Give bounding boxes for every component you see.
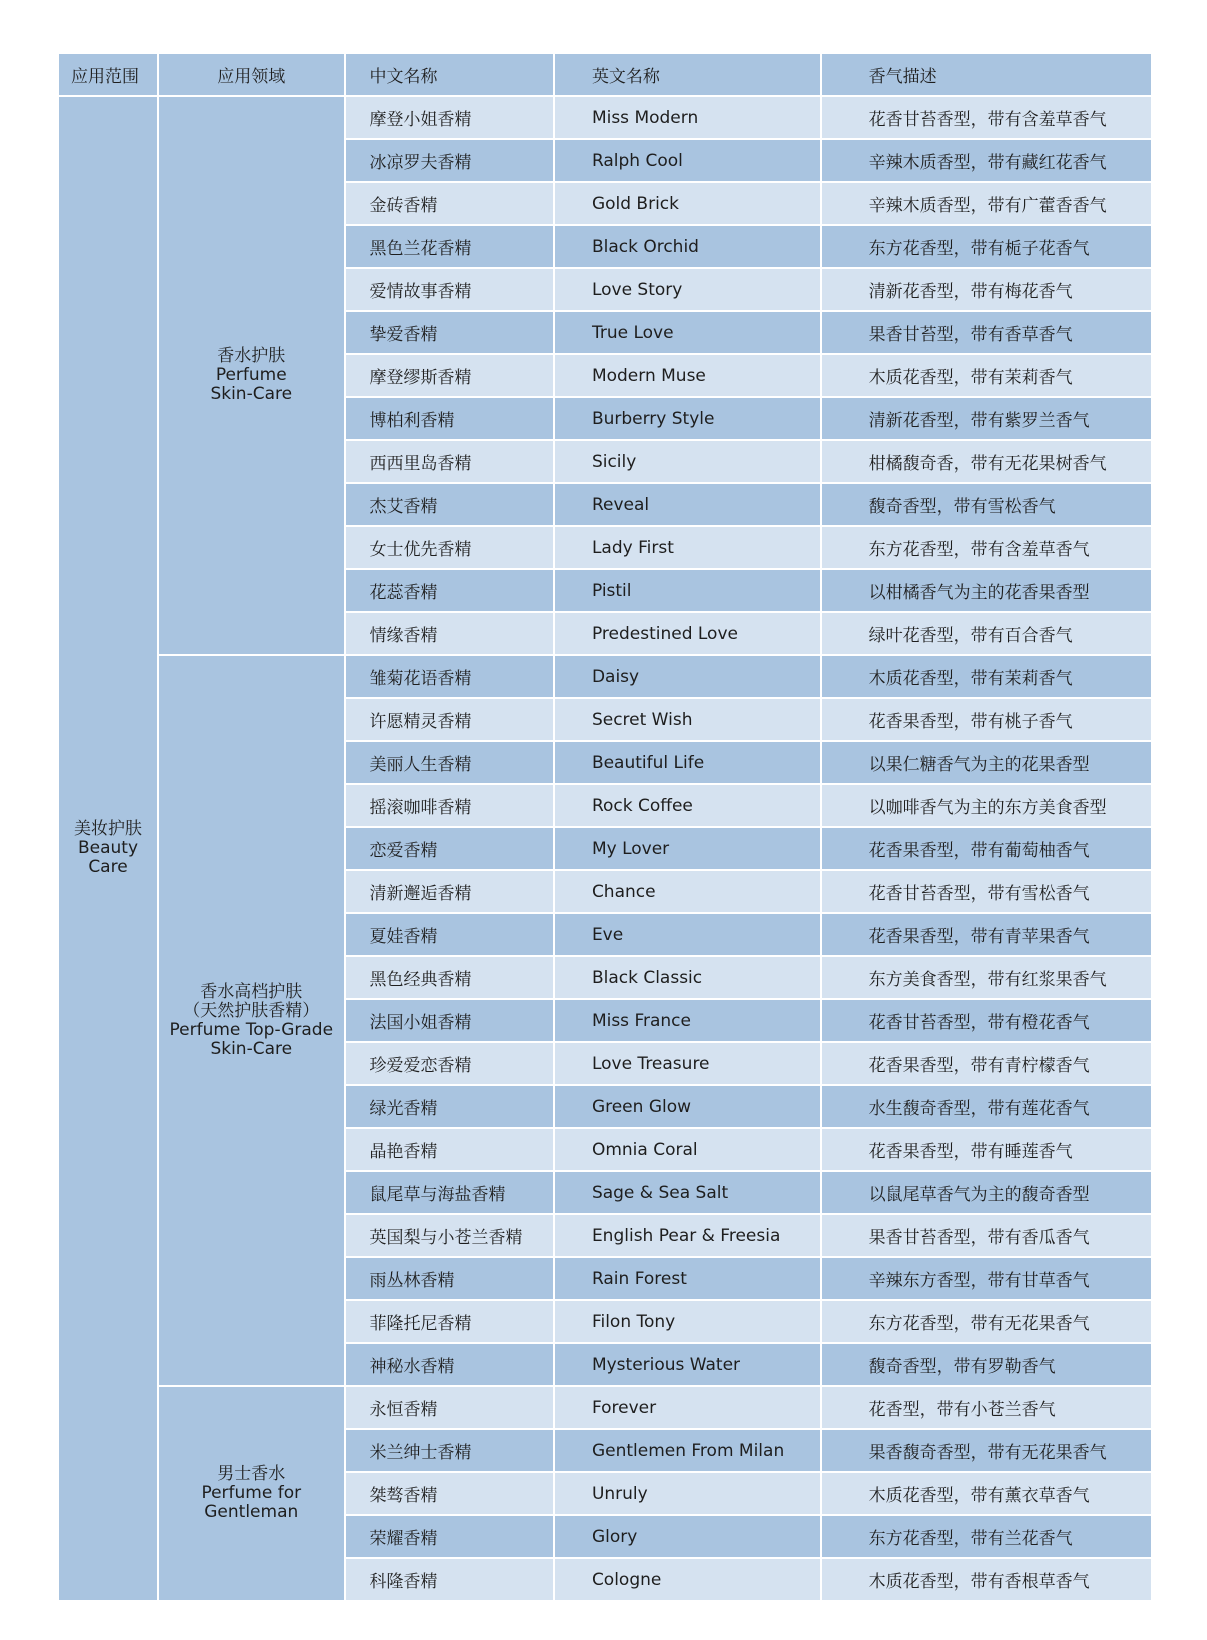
english-name-cell: Forever [554, 1386, 821, 1429]
field-cell [158, 655, 345, 1386]
english-name-cell: Miss Modern [554, 96, 821, 139]
aroma-description-cell: 花香甘苔香型，带有含羞草香气 [821, 96, 1152, 139]
chinese-name-cell: 桀骜香精 [345, 1472, 554, 1515]
chinese-name-cell: 英国梨与小苍兰香精 [345, 1214, 554, 1257]
aroma-description-cell: 木质花香型，带有茉莉香气 [821, 354, 1152, 397]
english-name-cell: Gentlemen From Milan [554, 1429, 821, 1472]
english-name-cell: Beautiful Life [554, 741, 821, 784]
aroma-description-cell: 木质花香型，带有香根草香气 [821, 1558, 1152, 1601]
aroma-description-cell: 辛辣东方香型，带有甘草香气 [821, 1257, 1152, 1300]
aroma-description-cell: 花香甘苔香型，带有橙花香气 [821, 999, 1152, 1042]
english-name-cell: Miss France [554, 999, 821, 1042]
english-name-cell: Secret Wish [554, 698, 821, 741]
field-label: Perfume for [201, 1483, 302, 1503]
aroma-description-cell: 花香甘苔香型，带有雪松香气 [821, 870, 1152, 913]
english-name-cell: Lady First [554, 526, 821, 569]
aroma-description-cell: 柑橘馥奇香，带有无花果树香气 [821, 440, 1152, 483]
field-label: Skin-Care [210, 384, 293, 404]
english-name-cell: Daisy [554, 655, 821, 698]
english-name-cell: Omnia Coral [554, 1128, 821, 1171]
chinese-name-cell: 美丽人生香精 [345, 741, 554, 784]
aroma-description-cell: 清新花香型，带有梅花香气 [821, 268, 1152, 311]
english-name-cell: Mysterious Water [554, 1343, 821, 1386]
chinese-name-cell: 鼠尾草与海盐香精 [345, 1171, 554, 1214]
english-name-cell: English Pear & Freesia [554, 1214, 821, 1257]
scope-label: Care [88, 857, 128, 877]
english-name-cell: Glory [554, 1515, 821, 1558]
chinese-name-cell: 冰凉罗夫香精 [345, 139, 554, 182]
english-name-cell: Eve [554, 913, 821, 956]
aroma-description-cell: 清新花香型，带有紫罗兰香气 [821, 397, 1152, 440]
chinese-name-cell: 米兰绅士香精 [345, 1429, 554, 1472]
english-name-cell: Black Classic [554, 956, 821, 999]
table-row [58, 655, 1152, 698]
field-label: 香水护肤 [217, 346, 286, 366]
english-name-cell: Cologne [554, 1558, 821, 1601]
field-label: （天然护肤香精） [183, 1000, 320, 1021]
chinese-name-cell: 摩登小姐香精 [345, 96, 554, 139]
header-scope: 应用范围 [58, 53, 158, 96]
field-label: Perfume [215, 365, 287, 385]
english-name-cell: Pistil [554, 569, 821, 612]
english-name-cell: Rain Forest [554, 1257, 821, 1300]
chinese-name-cell: 黑色兰花香精 [345, 225, 554, 268]
english-name-cell: Reveal [554, 483, 821, 526]
chinese-name-cell: 情缘香精 [345, 612, 554, 655]
aroma-description-cell: 花香果香型，带有青柠檬香气 [821, 1042, 1152, 1085]
aroma-description-cell: 东方花香型，带有栀子花香气 [821, 225, 1152, 268]
chinese-name-cell: 珍爱爱恋香精 [345, 1042, 554, 1085]
aroma-description-cell: 东方花香型，带有含羞草香气 [821, 526, 1152, 569]
aroma-description-cell: 花香果香型，带有青苹果香气 [821, 913, 1152, 956]
header-row [58, 53, 1152, 96]
field-label: Gentleman [204, 1502, 299, 1522]
chinese-name-cell: 西西里岛香精 [345, 440, 554, 483]
table-row [58, 1386, 1152, 1429]
field-label: Skin-Care [210, 1038, 293, 1059]
english-name-cell: Gold Brick [554, 182, 821, 225]
aroma-description-cell: 花香果香型，带有桃子香气 [821, 698, 1152, 741]
scope-label: 美妆护肤 [74, 819, 142, 839]
english-name-cell: Burberry Style [554, 397, 821, 440]
aroma-description-cell: 木质花香型，带有薰衣草香气 [821, 1472, 1152, 1515]
chinese-name-cell: 花蕊香精 [345, 569, 554, 612]
chinese-name-cell: 雏菊花语香精 [345, 655, 554, 698]
header-chinese-name: 中文名称 [345, 53, 554, 96]
aroma-description-cell: 以柑橘香气为主的花香果香型 [821, 569, 1152, 612]
aroma-description-cell: 花香果香型，带有睡莲香气 [821, 1128, 1152, 1171]
aroma-description-cell: 以咖啡香气为主的东方美食香型 [821, 784, 1152, 827]
english-name-cell: Modern Muse [554, 354, 821, 397]
chinese-name-cell: 法国小姐香精 [345, 999, 554, 1042]
chinese-name-cell: 摇滚咖啡香精 [345, 784, 554, 827]
chinese-name-cell: 夏娃香精 [345, 913, 554, 956]
english-name-cell: Rock Coffee [554, 784, 821, 827]
aroma-description-cell: 东方花香型，带有无花果香气 [821, 1300, 1152, 1343]
english-name-cell: True Love [554, 311, 821, 354]
chinese-name-cell: 雨丛林香精 [345, 1257, 554, 1300]
english-name-cell: Unruly [554, 1472, 821, 1515]
chinese-name-cell: 永恒香精 [345, 1386, 554, 1429]
scope-cell [58, 96, 158, 1601]
aroma-description-cell: 木质花香型，带有茉莉香气 [821, 655, 1152, 698]
table-body [58, 96, 1152, 1601]
chinese-name-cell: 菲隆托尼香精 [345, 1300, 554, 1343]
chinese-name-cell: 爱情故事香精 [345, 268, 554, 311]
aroma-description-cell: 以果仁糖香气为主的花果香型 [821, 741, 1152, 784]
chinese-name-cell: 绿光香精 [345, 1085, 554, 1128]
field-label: 男士香水 [217, 1464, 286, 1484]
aroma-description-cell: 馥奇香型，带有罗勒香气 [821, 1343, 1152, 1386]
english-name-cell: Black Orchid [554, 225, 821, 268]
english-name-cell: Predestined Love [554, 612, 821, 655]
chinese-name-cell: 晶艳香精 [345, 1128, 554, 1171]
table-row [58, 96, 1152, 139]
field-cell [158, 96, 345, 655]
chinese-name-cell: 神秘水香精 [345, 1343, 554, 1386]
chinese-name-cell: 许愿精灵香精 [345, 698, 554, 741]
chinese-name-cell: 挚爱香精 [345, 311, 554, 354]
fragrance-table [57, 52, 1153, 1602]
aroma-description-cell: 辛辣木质香型，带有藏红花香气 [821, 139, 1152, 182]
english-name-cell: Ralph Cool [554, 139, 821, 182]
english-name-cell: Green Glow [554, 1085, 821, 1128]
chinese-name-cell: 荣耀香精 [345, 1515, 554, 1558]
english-name-cell: My Lover [554, 827, 821, 870]
chinese-name-cell: 恋爱香精 [345, 827, 554, 870]
aroma-description-cell: 东方美食香型，带有红浆果香气 [821, 956, 1152, 999]
chinese-name-cell: 黑色经典香精 [345, 956, 554, 999]
aroma-description-cell: 果香馥奇香型，带有无花果香气 [821, 1429, 1152, 1472]
scope-label: Beauty [77, 838, 139, 858]
aroma-description-cell: 花香果香型，带有葡萄柚香气 [821, 827, 1152, 870]
chinese-name-cell: 女士优先香精 [345, 526, 554, 569]
aroma-description-cell: 辛辣木质香型，带有广藿香香气 [821, 182, 1152, 225]
chinese-name-cell: 科隆香精 [345, 1558, 554, 1601]
aroma-description-cell: 绿叶花香型，带有百合香气 [821, 612, 1152, 655]
english-name-cell: Sage & Sea Salt [554, 1171, 821, 1214]
aroma-description-cell: 果香甘苔香型，带有香瓜香气 [821, 1214, 1152, 1257]
chinese-name-cell: 清新邂逅香精 [345, 870, 554, 913]
aroma-description-cell: 水生馥奇香型，带有莲花香气 [821, 1085, 1152, 1128]
field-label: Perfume Top-Grade [169, 1019, 334, 1040]
aroma-description-cell: 以鼠尾草香气为主的馥奇香型 [821, 1171, 1152, 1214]
header-field: 应用领域 [158, 53, 345, 96]
english-name-cell: Love Story [554, 268, 821, 311]
aroma-description-cell: 东方花香型，带有兰花香气 [821, 1515, 1152, 1558]
chinese-name-cell: 金砖香精 [345, 182, 554, 225]
field-label: 香水高档护肤 [200, 981, 303, 1002]
chinese-name-cell: 摩登缪斯香精 [345, 354, 554, 397]
chinese-name-cell: 博柏利香精 [345, 397, 554, 440]
aroma-description-cell: 馥奇香型，带有雪松香气 [821, 483, 1152, 526]
english-name-cell: Filon Tony [554, 1300, 821, 1343]
aroma-description-cell: 果香甘苔型，带有香草香气 [821, 311, 1152, 354]
aroma-description-cell: 花香型，带有小苍兰香气 [821, 1386, 1152, 1429]
english-name-cell: Chance [554, 870, 821, 913]
field-cell [158, 1386, 345, 1601]
header-english-name: 英文名称 [554, 53, 821, 96]
english-name-cell: Love Treasure [554, 1042, 821, 1085]
chinese-name-cell: 杰艾香精 [345, 483, 554, 526]
header-aroma-description: 香气描述 [821, 53, 1152, 96]
english-name-cell: Sicily [554, 440, 821, 483]
